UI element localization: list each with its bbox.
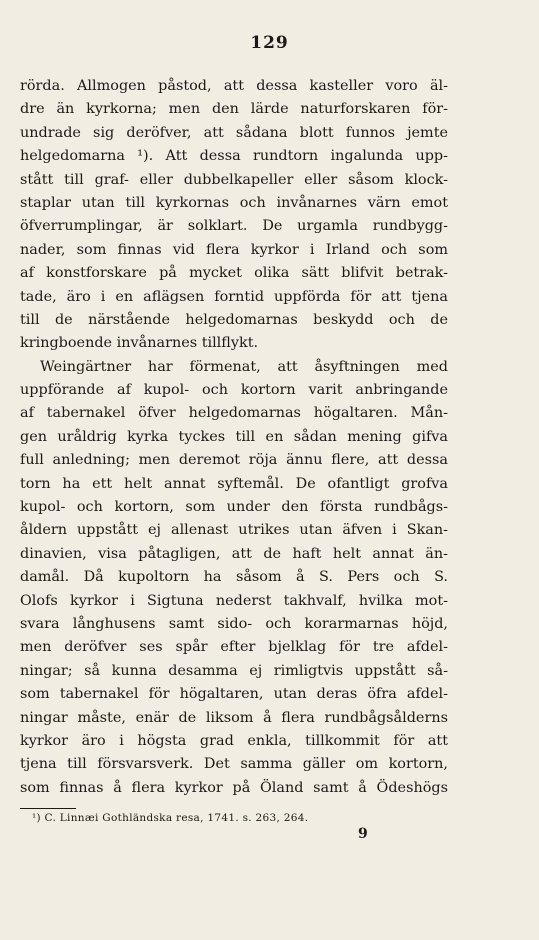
text-line: rörda. Allmogen påstod, att dessa kasteller voro äl- <box>20 78 448 94</box>
text-line: tade, äro i en aflägsen forntid uppförda för att tjena <box>20 288 448 305</box>
text-line: kyrkor äro i högsta grad enkla, tillkommit för att <box>20 732 448 749</box>
text-line: ningar; så kunna desamma ej rimligtvis uppstått så- <box>20 662 448 679</box>
text-line: damål. Då kupoltorn ha såsom å S. Pers och S. <box>20 569 448 586</box>
text-line: stått till graf- eller dubbelkapeller eller såsom klock- <box>20 171 448 188</box>
text-line: staplar utan till kyrkornas och invånarnes värn emot <box>20 194 448 211</box>
text-line: kringboende invånarnes tillflykt. <box>20 335 259 352</box>
footnote: ¹) C. Linnæi Gothländska resa, 1741. s. 263, 264. <box>32 812 309 824</box>
text-line: uppförande af kupol- och kortorn varit anbringande <box>20 382 448 399</box>
text-line: torn ha ett helt annat syftemål. De ofantligt grofva <box>20 475 448 492</box>
text-line: ningar måste, enär de liksom å flera rundbågsålderns <box>20 709 448 726</box>
text-line: som finnas å flera kyrkor på Öland samt å Ödeshögs <box>20 779 448 796</box>
text-line: kupol- och kortorn, som under den första rundbågs- <box>20 499 448 516</box>
body-text <box>20 75 448 800</box>
text-line: undrade sig deröfver, att sådana blott funnos jemte <box>20 124 448 141</box>
text-line: full anledning; men deremot röja ännu flere, att dessa <box>20 452 448 469</box>
signature-mark: 9 <box>358 826 368 842</box>
text-line: men deröfver ses spår efter bjelklag för tre afdel- <box>20 639 448 656</box>
text-line: tjena till försvarsverk. Det samma gäller om kortorn, <box>20 756 448 773</box>
text-line: nader, som finnas vid flera kyrkor i Irland och som <box>20 241 448 258</box>
text-line: Olofs kyrkor i Sigtuna nederst takhvalf, hvilka mot- <box>20 592 448 609</box>
text-line: dinavien, visa påtagligen, att de haft helt annat än- <box>20 545 448 562</box>
text-line: som tabernakel för högaltaren, utan deras öfra afdel- <box>20 686 448 703</box>
text-line: öfverrumplingar, är solklart. De urgamla rundbygg- <box>20 218 448 235</box>
text-line: Weingärtner har förmenat, att åsyftningen med <box>40 358 448 375</box>
text-line: gen uråldrig kyrka tyckes till en sådan mening gifva <box>20 428 448 445</box>
text-line: af konstforskare på mycket olika sätt blifvit betrak- <box>20 265 448 282</box>
text-line: helgedomarna ¹). Att dessa rundtorn ingalunda upp- <box>20 148 448 165</box>
text-line: dre än kyrkorna; men den lärde naturforskaren för- <box>20 101 448 118</box>
page-number: 129 <box>250 33 289 53</box>
footnote-rule <box>20 808 76 809</box>
text-line: af tabernakel öfver helgedomarnas högaltaren. Mån- <box>20 405 448 422</box>
text-line: åldern uppstått ej allenast utrikes utan äfven i Skan- <box>20 522 448 539</box>
text-line: till de närstående helgedomarnas beskydd och de <box>20 311 448 328</box>
text-line: svara långhusens samt sido- och korarmarnas höjd, <box>20 615 448 632</box>
